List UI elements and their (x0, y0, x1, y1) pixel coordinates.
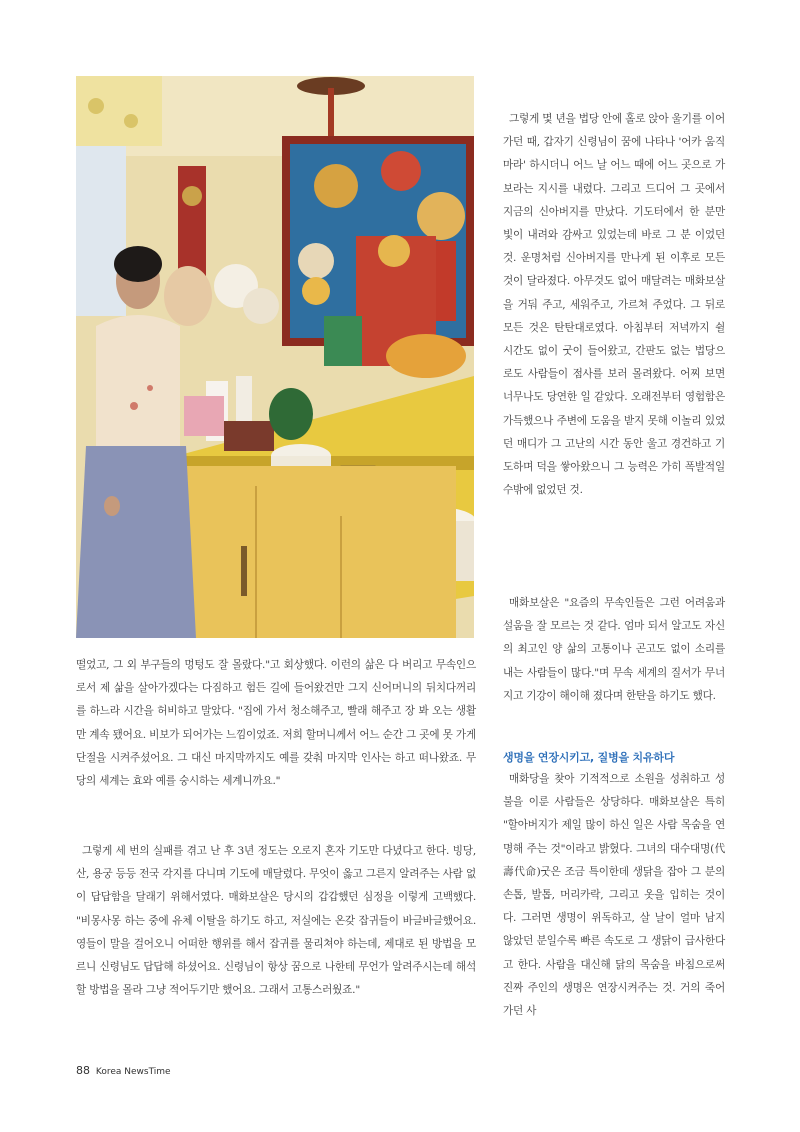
article-text-left-first: 떨었고, 그 외 부구들의 멍텅도 잘 몰랐다."고 회상했다. 이런의 삶은 다 버리고 무속인으로서 제 삶을 살아가겠다는 다짐하고 험든 길에 들어왔건만 그지 신어머니의 뒤치다꺼리를 하느라 시간을 허비하고 말았다. "집에 가서 청소해주고, 빨래 해주고 장 봐 오는 생활만 계속 됐어요. 비보가 되어가는 느낌이었죠. 저희 할머니께서 어느 순간 그 곳에 못 가게 단절을 시켜주셨어요. 그 대신 마지막까지도 예를 갖춰 마지막 인사는 하고 떠나왔죠. 무당의 세계는 효와 예를 숭시하는 세계니까요." (76, 659, 476, 788)
article-text-right-middle: 매화보살은 "요즘의 무속인들은 그런 어려움과 설움을 잘 모르는 것 같다. 엄마 되서 알고도 자신의 최고인 양 삶의 고통이나 곤고도 없이 소리를 내는 사람들이 많다."며 무속 세계의 질서가 무너지고 기강이 해이해 졌다며 한탄을 하기도 했다. (503, 597, 725, 702)
article-text-left-second: 그렇게 세 번의 실패를 겪고 난 후 3년 정도는 오로지 혼자 기도만 다녔다고 한다. 빙당, 산, 용궁 등등 전국 각지를 다니며 기도에 매달렸다. 무엇이 옳고 그른지 알려주는 사람 없이 답답함을 달래기 위해서였다. 매화보살은 당시의 갑갑했던 심정을 이렇게 고백했다. "비몽사몽 하는 중에 유체 이탈을 하기도 하고, 저실에는 온갖 잡귀들이 바글바글했어요. 영들이 말을 걸어오니 어떠한 행위를 해서 잡귀를 물리쳐야 하는데, 제대로 된 방법을 모르니 신령님도 답답해 하셨어요. 신령님이 항상 꿈으로 나한테 무언가 알려주시는데 해석할 방법을 몰라 그냥 적어두기만 했어요. 그래서 고통스러웠죠." (76, 845, 476, 997)
page-number: 88 (76, 1064, 90, 1077)
publication-name: Korea NewsTime (95, 1067, 171, 1077)
page-footer (76, 1064, 171, 1077)
article-text-right-bottom: 생명을 연장시키고, 질병을 치유하다 매화당을 찾아 기적적으로 소원을 성취하고 성불을 이룬 사람들은 상당하다. 매화보살은 특히 "할아버지가 제일 많이 하신 일은 사람 목숨을 연명해 주는 것"이라고 밝혔다. 그녀의 대수대명(代壽代命)굿은 조금 특이한데 생닭을 잡아 그 분의 손톱, 발톱, 머리카락, 그리고 옷을 입히는 것이다. 그러면 생명이 위독하고, 살 날이 얼마 남지 않았던 분일수록 빠른 속도로 그 생닭이 급사한다고 한다. 사람을 대신해 닭의 목숨을 바침으로써 진짜 주인의 생명은 연장시켜주는 것. 거의 죽어가던 사 (503, 748, 725, 1023)
article-text-right-top: 그렇게 몇 년을 법당 안에 홀로 앉아 울기를 이어가던 때, 갑자기 신령님이 꿈에 나타나 '어카 움직 마라' 하시더니 어느 날 어느 때에 어느 곳으로 가보라는 지시를 내렸다. 그리고 드디어 그 곳에서 지금의 신아버지를 만났다. 기도터에서 한 분만 빛이 내려와 감싸고 있었는데 바로 그 분 이었던 것. 운명처럼 신아버지를 만나게 된 이후로 모든 것이 달라졌다. 아무것도 없어 매달려는 매화보살을 거둬 주고, 세워주고, 가르쳐 주었다. 그 뒤로 모든 것은 탄탄대로였다. 아침부터 저녁까지 쉴 시간도 없이 굿이 들어왔고, 간판도 없는 법당으로도 사람들이 점사를 보러 몰려왔다. 어찌 보면 너무나도 당연한 일 같았다. 오래전부터 영험함은 가득했으나 주변에 도움을 받지 못해 이놀리 있었던 매디가 그 고난의 시간 동안 울고 경건하고 기도하며 덕을 쌓아왔으니 그 능력은 가히 폭발적일 수밖에 없었던 것. (503, 113, 725, 497)
section-subheading: 생명을 연장시키고, 질병을 치유하다 (503, 751, 675, 764)
shrine-photo (76, 76, 474, 638)
